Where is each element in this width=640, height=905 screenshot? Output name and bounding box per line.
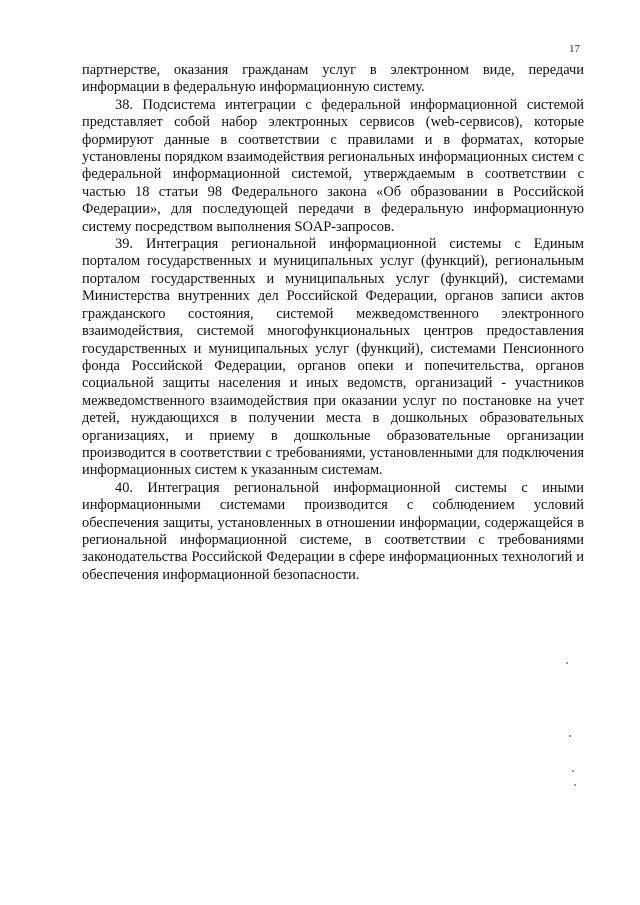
scan-speck	[574, 784, 576, 786]
scan-speck	[569, 735, 571, 737]
document-body	[82, 62, 584, 584]
scan-speck	[572, 770, 574, 772]
paragraph-40: 40. Интеграция региональной информационной системы с иными информационными системами производится с соблюдением условий обеспечения защиты, установленных в отношении информации, содержащейся в региональной информационной системе, в соответствии с требованиями законодательства Российской Федерации в сфере информационных технологий и обеспечения информационной безопасности.	[82, 479, 584, 583]
paragraph-39: 39. Интеграция региональной информационной системы с Единым порталом государственных и муниципальных услуг (функций), региональным порталом государственных и муниципальных услуг (функций), системами Министерства внутренних дел Российской Федерации, органов записи актов гражданского состояния, системой межведомственного электронного взаимодействия, системой многофункциональных центров предоставления государственных и муниципальных услуг (функций), системами Пенсионного фонда Российской Федерации, органов опеки и попечительства, органов социальной защиты населения и иных ведомств, организаций - участников межведомственного взаимодействия при оказании услуг по постановке на учет детей, нуждающихся в получении места в дошкольных образовательных организациях, и приему в дошкольные образовательные организации производится в соответствии с требованиями, установленными для подключения информационных систем к указанным системам.	[82, 236, 584, 479]
scan-speck	[566, 662, 568, 664]
paragraph-38: 38. Подсистема интеграции с федеральной информационной системой представляет собой набор электронных сервисов (web-сервисов), которые формируют данные в соответствии с правилами и в форматах, которые установлены порядком взаимодействия региональных информационных систем с федеральной информационной системой, утверждаемым в соответствии с частью 18 статьи 98 Федерального закона «Об образовании в Российской Федерации», для последующей передачи в федеральную информационную систему посредством выполнения SOAP-запросов.	[82, 96, 584, 235]
paragraph-continuation: партнерстве, оказания гражданам услуг в электронном виде, передачи информации в федеральную информационную систему.	[82, 62, 584, 96]
page-number: 17	[569, 43, 580, 55]
